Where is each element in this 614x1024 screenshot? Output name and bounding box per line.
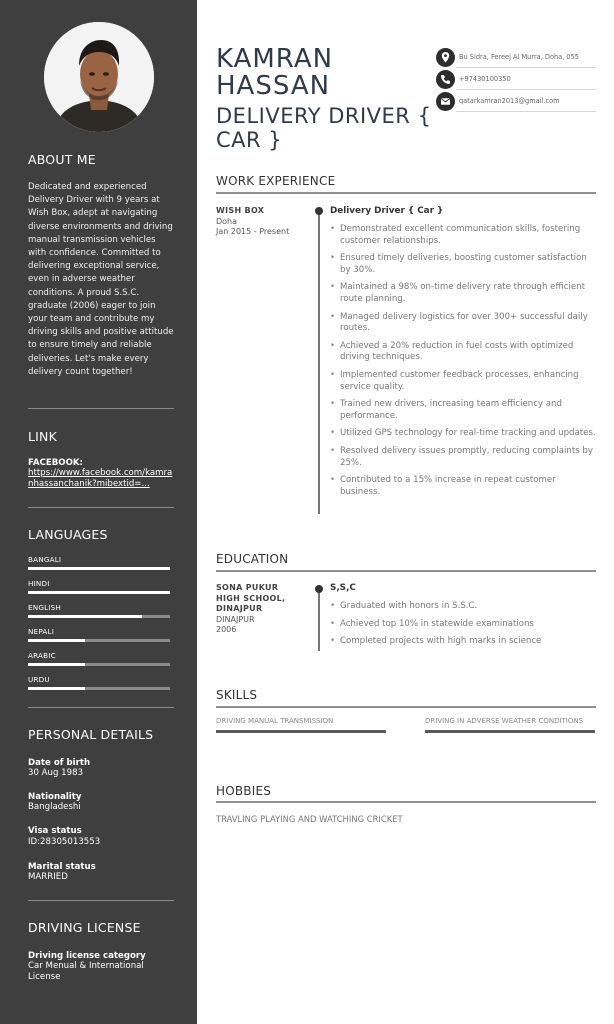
language-level-bar	[28, 639, 170, 642]
driving-license-title: DRIVING LICENSE	[28, 920, 141, 935]
bullet-item: • Achieved a 20% reduction in fuel costs with optimized driving techniques.	[330, 341, 598, 364]
timeline-dot	[315, 207, 323, 215]
link-title: LINK	[28, 429, 57, 444]
bullet-item: • Demonstrated excellent communication skills, fostering customer relationships.	[330, 224, 598, 247]
language-item	[28, 555, 170, 570]
section-rule	[216, 192, 596, 194]
phone-icon	[436, 70, 455, 89]
section-rule	[216, 570, 596, 572]
license-category-label: Driving license category	[28, 951, 146, 961]
section-rule	[216, 801, 596, 803]
work-org	[216, 206, 289, 238]
address-text: Bu Sidra, Fereej Al Murra, Doha, 055	[459, 53, 579, 61]
about-title: ABOUT ME	[28, 152, 96, 167]
divider	[28, 408, 174, 409]
license-category-value: Car Menual & International License	[28, 961, 144, 982]
divider	[28, 707, 174, 708]
marital-value: MARRIED	[28, 872, 68, 882]
timeline-dot	[315, 585, 323, 593]
name-first: KAMRAN	[216, 44, 334, 74]
nationality-label: Nationality	[28, 792, 82, 802]
hobbies-title: HOBBIES	[216, 784, 272, 798]
company-name: WISH BOX	[216, 206, 265, 215]
job-position: Delivery Driver { Car }	[330, 206, 444, 216]
timeline-line	[318, 588, 320, 651]
bullet-item: • Ensured timely deliveries, boosting customer satisfaction by 30%.	[330, 253, 598, 276]
language-level-fill	[28, 687, 85, 690]
personal-details-title: PERSONAL DETAILS	[28, 727, 154, 742]
bullet-item: • Implemented customer feedback processes, enhancing service quality.	[330, 370, 598, 393]
profile-photo	[44, 22, 154, 132]
school-year: 2006	[216, 625, 237, 634]
candidate-name	[216, 46, 333, 100]
language-level-fill	[28, 639, 85, 642]
education-bullets	[330, 601, 598, 654]
bullet-item: • Graduated with honors in S.S.C.	[330, 601, 598, 613]
education-org	[216, 583, 285, 636]
contact-phone	[436, 70, 596, 90]
location-icon	[436, 48, 455, 67]
bullet-item: • Managed delivery logistics for over 300+ successful daily routes.	[330, 312, 598, 335]
bullet-item: • Achieved top 10% in statewide examinations	[330, 619, 598, 631]
language-name: NEPALI	[28, 627, 55, 636]
job-role: DELIVERY DRIVER { CAR }	[216, 104, 432, 152]
phone-text[interactable]: +97430100350	[459, 75, 511, 83]
language-item	[28, 651, 170, 666]
school-line-3: DINAJPUR	[216, 604, 263, 613]
bullet-item: • Maintained a 98% on-time delivery rate through efficient route planning.	[330, 282, 598, 305]
email-text[interactable]: qatarkamran2013@gmail.com	[459, 97, 560, 105]
education-title: EDUCATION	[216, 552, 289, 566]
visa-label: Visa status	[28, 826, 82, 836]
divider	[28, 900, 174, 901]
language-level-fill	[28, 663, 85, 666]
language-name: URDU	[28, 675, 50, 684]
skill-name: DRIVING MANUAL TRANSMISSION	[216, 717, 334, 725]
company-location: Doha	[216, 216, 238, 226]
language-name: HINDI	[28, 579, 50, 588]
timeline-line	[318, 210, 320, 514]
contact-address	[436, 48, 596, 68]
dob-label: Date of birth	[28, 758, 91, 768]
name-last: HASSAN	[216, 71, 331, 101]
language-level-bar	[28, 567, 170, 570]
about-text: Dedicated and experienced Delivery Driver with 9 years at Wish Box, adept at navigating diverse environments and driving manual transmission vehicles with confidence. Committed to delivering exceptional service, even in adverse weather conditions. A proud S.S.C. graduate (2006) eager to join your team and contribute my driving skills and positive attitude to ensure timely and reliable deliveries. Let's make every delivery count together!	[28, 182, 174, 377]
language-level-bar	[28, 687, 170, 690]
marital-label: Marital status	[28, 862, 96, 872]
language-level-bar	[28, 615, 170, 618]
skill-name: DRIVING IN ADVERSE WEATHER CONDITIONS	[425, 717, 584, 725]
divider	[28, 507, 174, 508]
language-level-fill	[28, 567, 170, 570]
language-name: ENGLISH	[28, 603, 61, 612]
language-item	[28, 675, 170, 690]
language-name: ARABIC	[28, 651, 56, 660]
skills-title: SKILLS	[216, 688, 258, 702]
work-bullets	[330, 224, 598, 504]
language-item	[28, 579, 170, 594]
school-line-2: HIGH SCHOOL,	[216, 593, 286, 603]
email-icon	[436, 92, 455, 111]
visa-value: ID:28305013553	[28, 837, 101, 847]
bullet-item: • Utilized GPS technology for real-time tracking and updates.	[330, 428, 598, 440]
avatar	[44, 22, 154, 132]
language-item	[28, 603, 170, 618]
bullet-item: • Contributed to a 15% increase in repeat customer business.	[330, 475, 598, 498]
skill-bar	[425, 730, 595, 733]
facebook-link[interactable]: https://www.facebook.com/kamranhassanchanik?mibextid=...	[28, 468, 173, 489]
language-item	[28, 627, 170, 642]
nationality-value: Bangladeshi	[28, 802, 81, 812]
language-level-bar	[28, 663, 170, 666]
work-experience-title: WORK EXPERIENCE	[216, 174, 336, 188]
language-level-fill	[28, 615, 142, 618]
languages-title: LANGUAGES	[28, 527, 108, 542]
language-level-bar	[28, 591, 170, 594]
dob-value: 30 Aug 1983	[28, 768, 84, 778]
work-dates: Jan 2015 - Present	[216, 227, 290, 236]
skill-bar	[216, 730, 386, 733]
language-level-fill	[28, 591, 170, 594]
school-line-1: SONA PUKUR	[216, 583, 279, 592]
contact-email	[436, 92, 596, 112]
school-location: DINAJPUR	[216, 614, 255, 624]
skill-item	[216, 717, 386, 733]
hobbies-text: TRAVLING PLAYING AND WATCHING CRICKET	[216, 814, 403, 824]
language-name: BANGALI	[28, 555, 62, 564]
sidebar	[0, 0, 197, 1024]
bullet-item: • Trained new drivers, increasing team efficiency and performance.	[330, 399, 598, 422]
section-rule	[216, 706, 596, 708]
bullet-item: • Completed projects with high marks in science	[330, 636, 598, 648]
bullet-item: • Resolved delivery issues promptly, reducing complaints by 25%.	[330, 446, 598, 469]
skill-item	[425, 717, 595, 733]
degree: S,S,C	[330, 583, 356, 593]
facebook-label: FACEBOOK:	[28, 458, 83, 468]
